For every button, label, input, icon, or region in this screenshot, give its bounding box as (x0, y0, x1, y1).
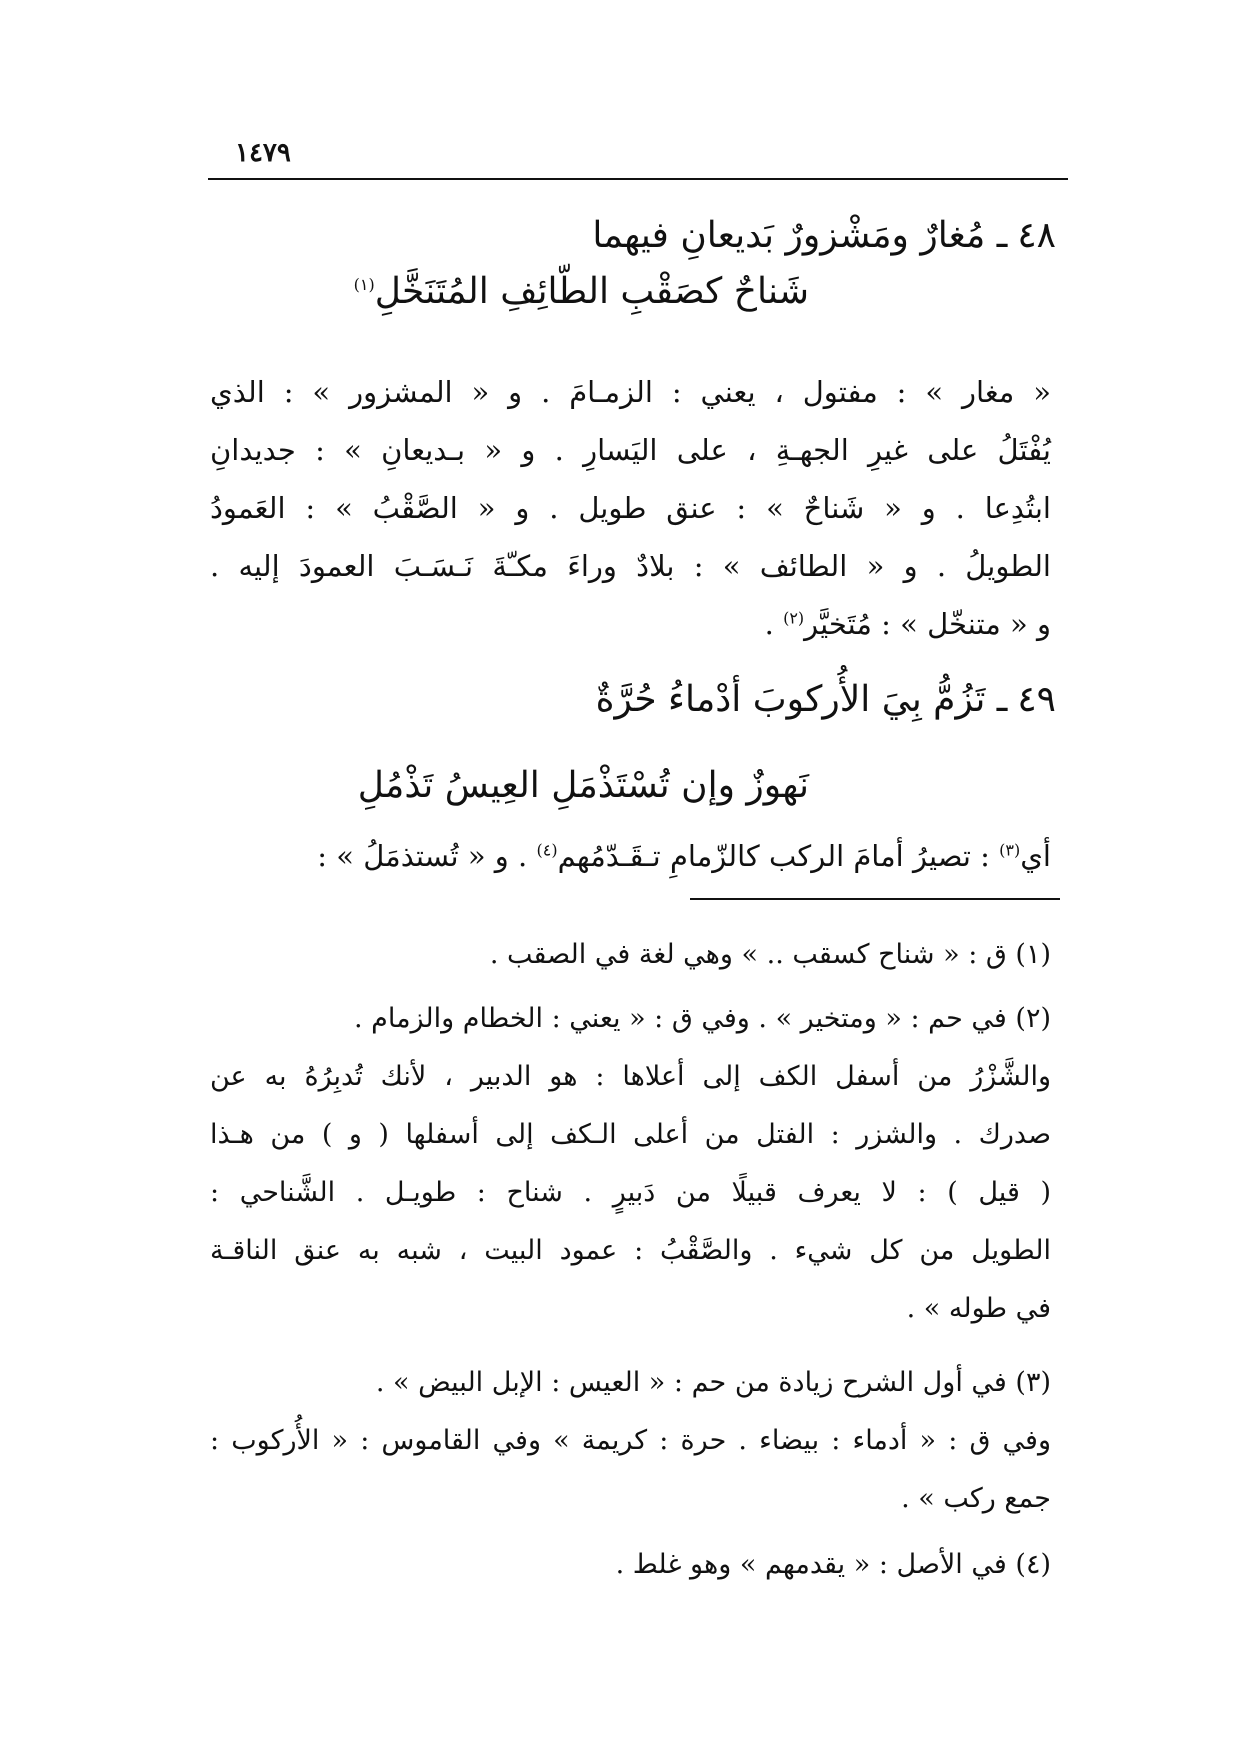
footnote-ref: (٤) (536, 840, 558, 860)
footnote-3: (٣) في أول الشرح زيادة من حم : « العيس : الإبل البيض » . (375, 1367, 1051, 1398)
verse-49-line-2 (358, 762, 809, 810)
footnote-line: ( قيل ) : لا يعرف قبيلًا من دَبيرٍ . شناح : طويـل . الشَّناحي : (210, 1177, 1051, 1208)
header-rule (208, 178, 1068, 180)
footnote-1: (١) ق : « شناح كسقب .. » وهي لغة في الصقب . (489, 939, 1051, 970)
verse-text: ـ تَزُمُّ بِيَ الأُركوبَ أدْماءُ حُرَّةٌ (595, 679, 1008, 720)
commentary-text: و « متنخّل » : مُتَخيَّر (804, 607, 1051, 641)
verse-text: شَناحٌ كصَقْبِ الطّائِفِ المُتَنَخَّلِ (374, 271, 809, 312)
footnote-line: جمع ركب » . (901, 1483, 1051, 1514)
footnote-ref: (١) (353, 275, 375, 294)
commentary-line (765, 604, 1051, 644)
footnote-ref: (٢) (783, 608, 805, 628)
verse-number: ٤٩ (1017, 679, 1056, 720)
footnote-4: (٤) في الأصل : « يقدمهم » وهو غلط . (615, 1549, 1051, 1580)
footnote-line: والشَّزْرُ من أسفل الكف إلى أعلاها : هو الدبير ، لأنك تُدبِرُهُ به عن (210, 1061, 1051, 1092)
verse-number: ٤٨ (1017, 215, 1056, 256)
footnote-2: (٢) في حم : « ومتخير » . وفي ق : « يعني : الخطام والزمام . (353, 1003, 1051, 1034)
page-number: ١٤٧٩ (235, 138, 291, 168)
footnote-line: وفي ق : « أدماء : بيضاء . حرة : كريمة » وفي القاموس : « الأُركوب : (210, 1425, 1051, 1456)
verse-48-line-2 (354, 268, 809, 316)
commentary-text: . و « تُستذمَلُ » : (317, 839, 537, 873)
verse-49-line-1 (596, 676, 1056, 724)
footnote-line: الطويل من كل شيء . والصَّقْبُ : عمود البيت ، شبه به عنق الناقـة (210, 1235, 1051, 1266)
commentary-line: الطويلُ . و « الطائف » : بلادٌ وراءَ مكـّةَ نَـسَـبَ العمودَ إليه . (210, 549, 1051, 583)
commentary-line (317, 836, 1051, 876)
commentary-line: يُفْتَلُ على غيرِ الجهـةِ ، على اليَسارِ . و « بـديعانِ » : جديدانِ (210, 433, 1051, 467)
commentary-text: : تصيرُ أمامَ الركب كالزّمامِ تـقَـدّمُهم (557, 839, 1000, 873)
commentary-text: . (764, 607, 784, 641)
verse-text: ـ مُغارٌ ومَشْزورٌ بَديعانِ فيهما (592, 215, 1008, 256)
commentary-text: أي (1020, 839, 1051, 873)
verse-48-line-1 (592, 212, 1056, 260)
footnote-ref: (٣) (999, 840, 1021, 860)
footnote-line: في طوله » . (906, 1293, 1051, 1324)
footnote-rule (690, 898, 1060, 900)
commentary-line: « مغار » : مفتول ، يعني : الزمـامَ . و « المشزور » : الذي (210, 375, 1051, 409)
footnote-line: صدرك . والشزر : الفتل من أعلى الـكف إلى أسفلها ( و ) من هـذا (210, 1119, 1051, 1150)
verse-text: نَهوزٌ وإن تُسْتَذْمَلِ العِيسُ تَذْمُلِ (357, 765, 809, 806)
commentary-line: ابتُدِعا . و « شَناحٌ » : عنق طويل . و « الصَّقْبُ » : العَمودُ (210, 491, 1051, 525)
